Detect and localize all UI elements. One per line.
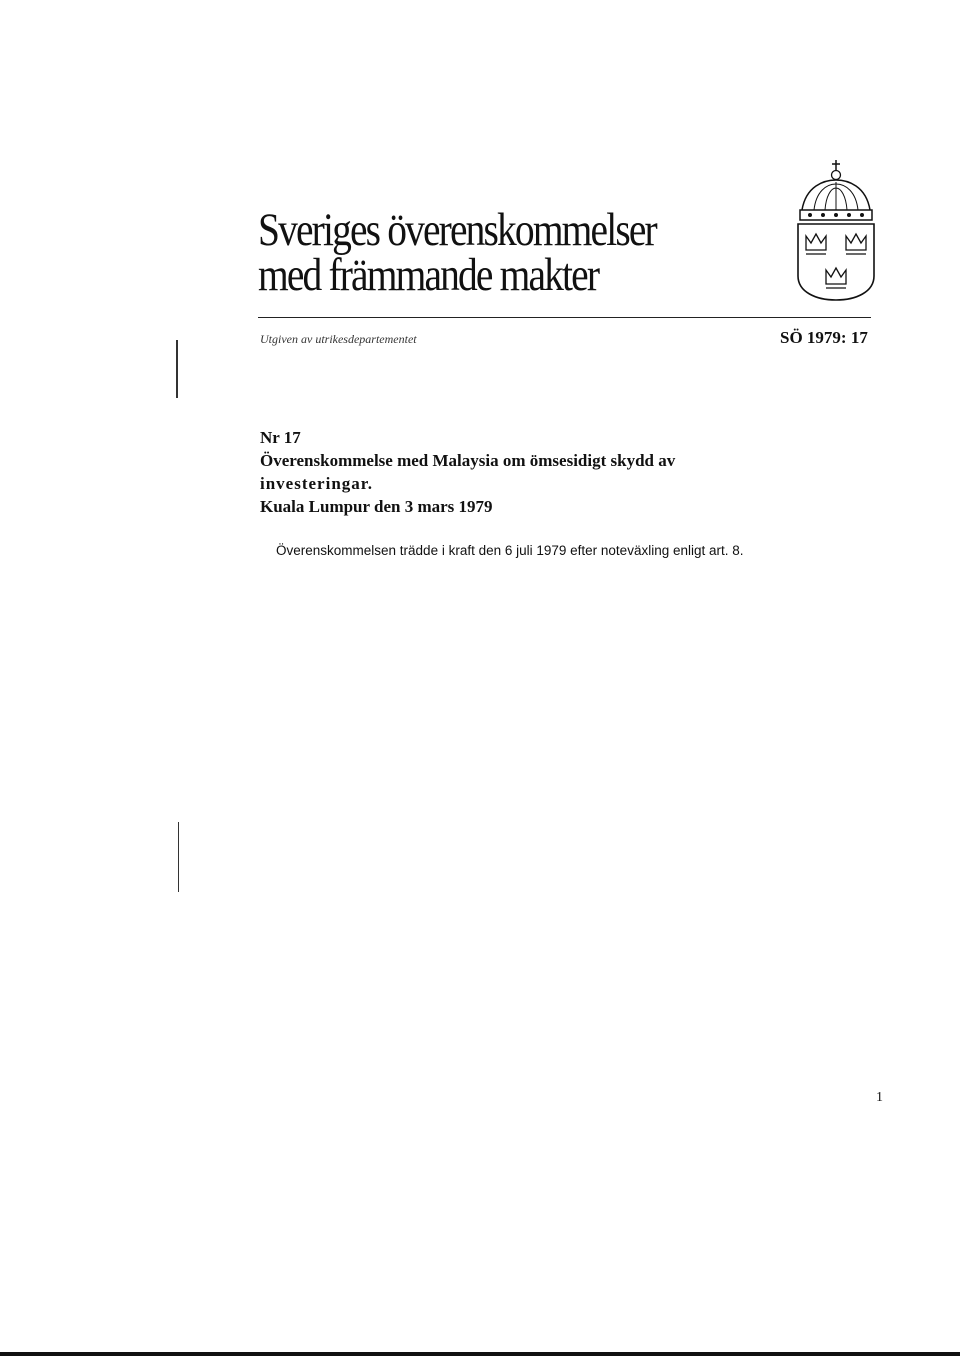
header-rule — [258, 317, 871, 318]
entry-into-force-text: Överenskommelsen trädde i kraft den 6 juli 1979 efter noteväxling enligt art. 8. — [276, 543, 744, 558]
agreement-title-line-1: Överenskommelse med Malaysia om ömsesidigt skydd av — [260, 451, 676, 470]
agreement-place-date: Kuala Lumpur den 3 mars 1979 — [260, 497, 493, 516]
entry-into-force-note — [260, 542, 760, 560]
publication-title — [258, 204, 656, 301]
three-crowns-crest-icon — [794, 158, 878, 308]
scan-margin-mark — [178, 822, 179, 892]
coat-of-arms-graphic — [794, 158, 878, 308]
page-number: 1 — [876, 1090, 883, 1105]
publication-title-line-2: med främmande makter — [258, 249, 599, 301]
agreement-number: Nr 17 — [260, 428, 301, 447]
scan-bottom-edge — [0, 1352, 960, 1356]
publisher-line: Utgiven av utrikesdepartementet — [260, 332, 417, 346]
series-code: SÖ 1979: 17 — [780, 328, 868, 347]
publication-title-line-1: Sveriges överenskommelser — [258, 204, 656, 256]
agreement-title-line-2: investeringar. — [260, 474, 374, 493]
scan-margin-mark — [176, 340, 178, 398]
agreement-heading — [260, 426, 780, 518]
